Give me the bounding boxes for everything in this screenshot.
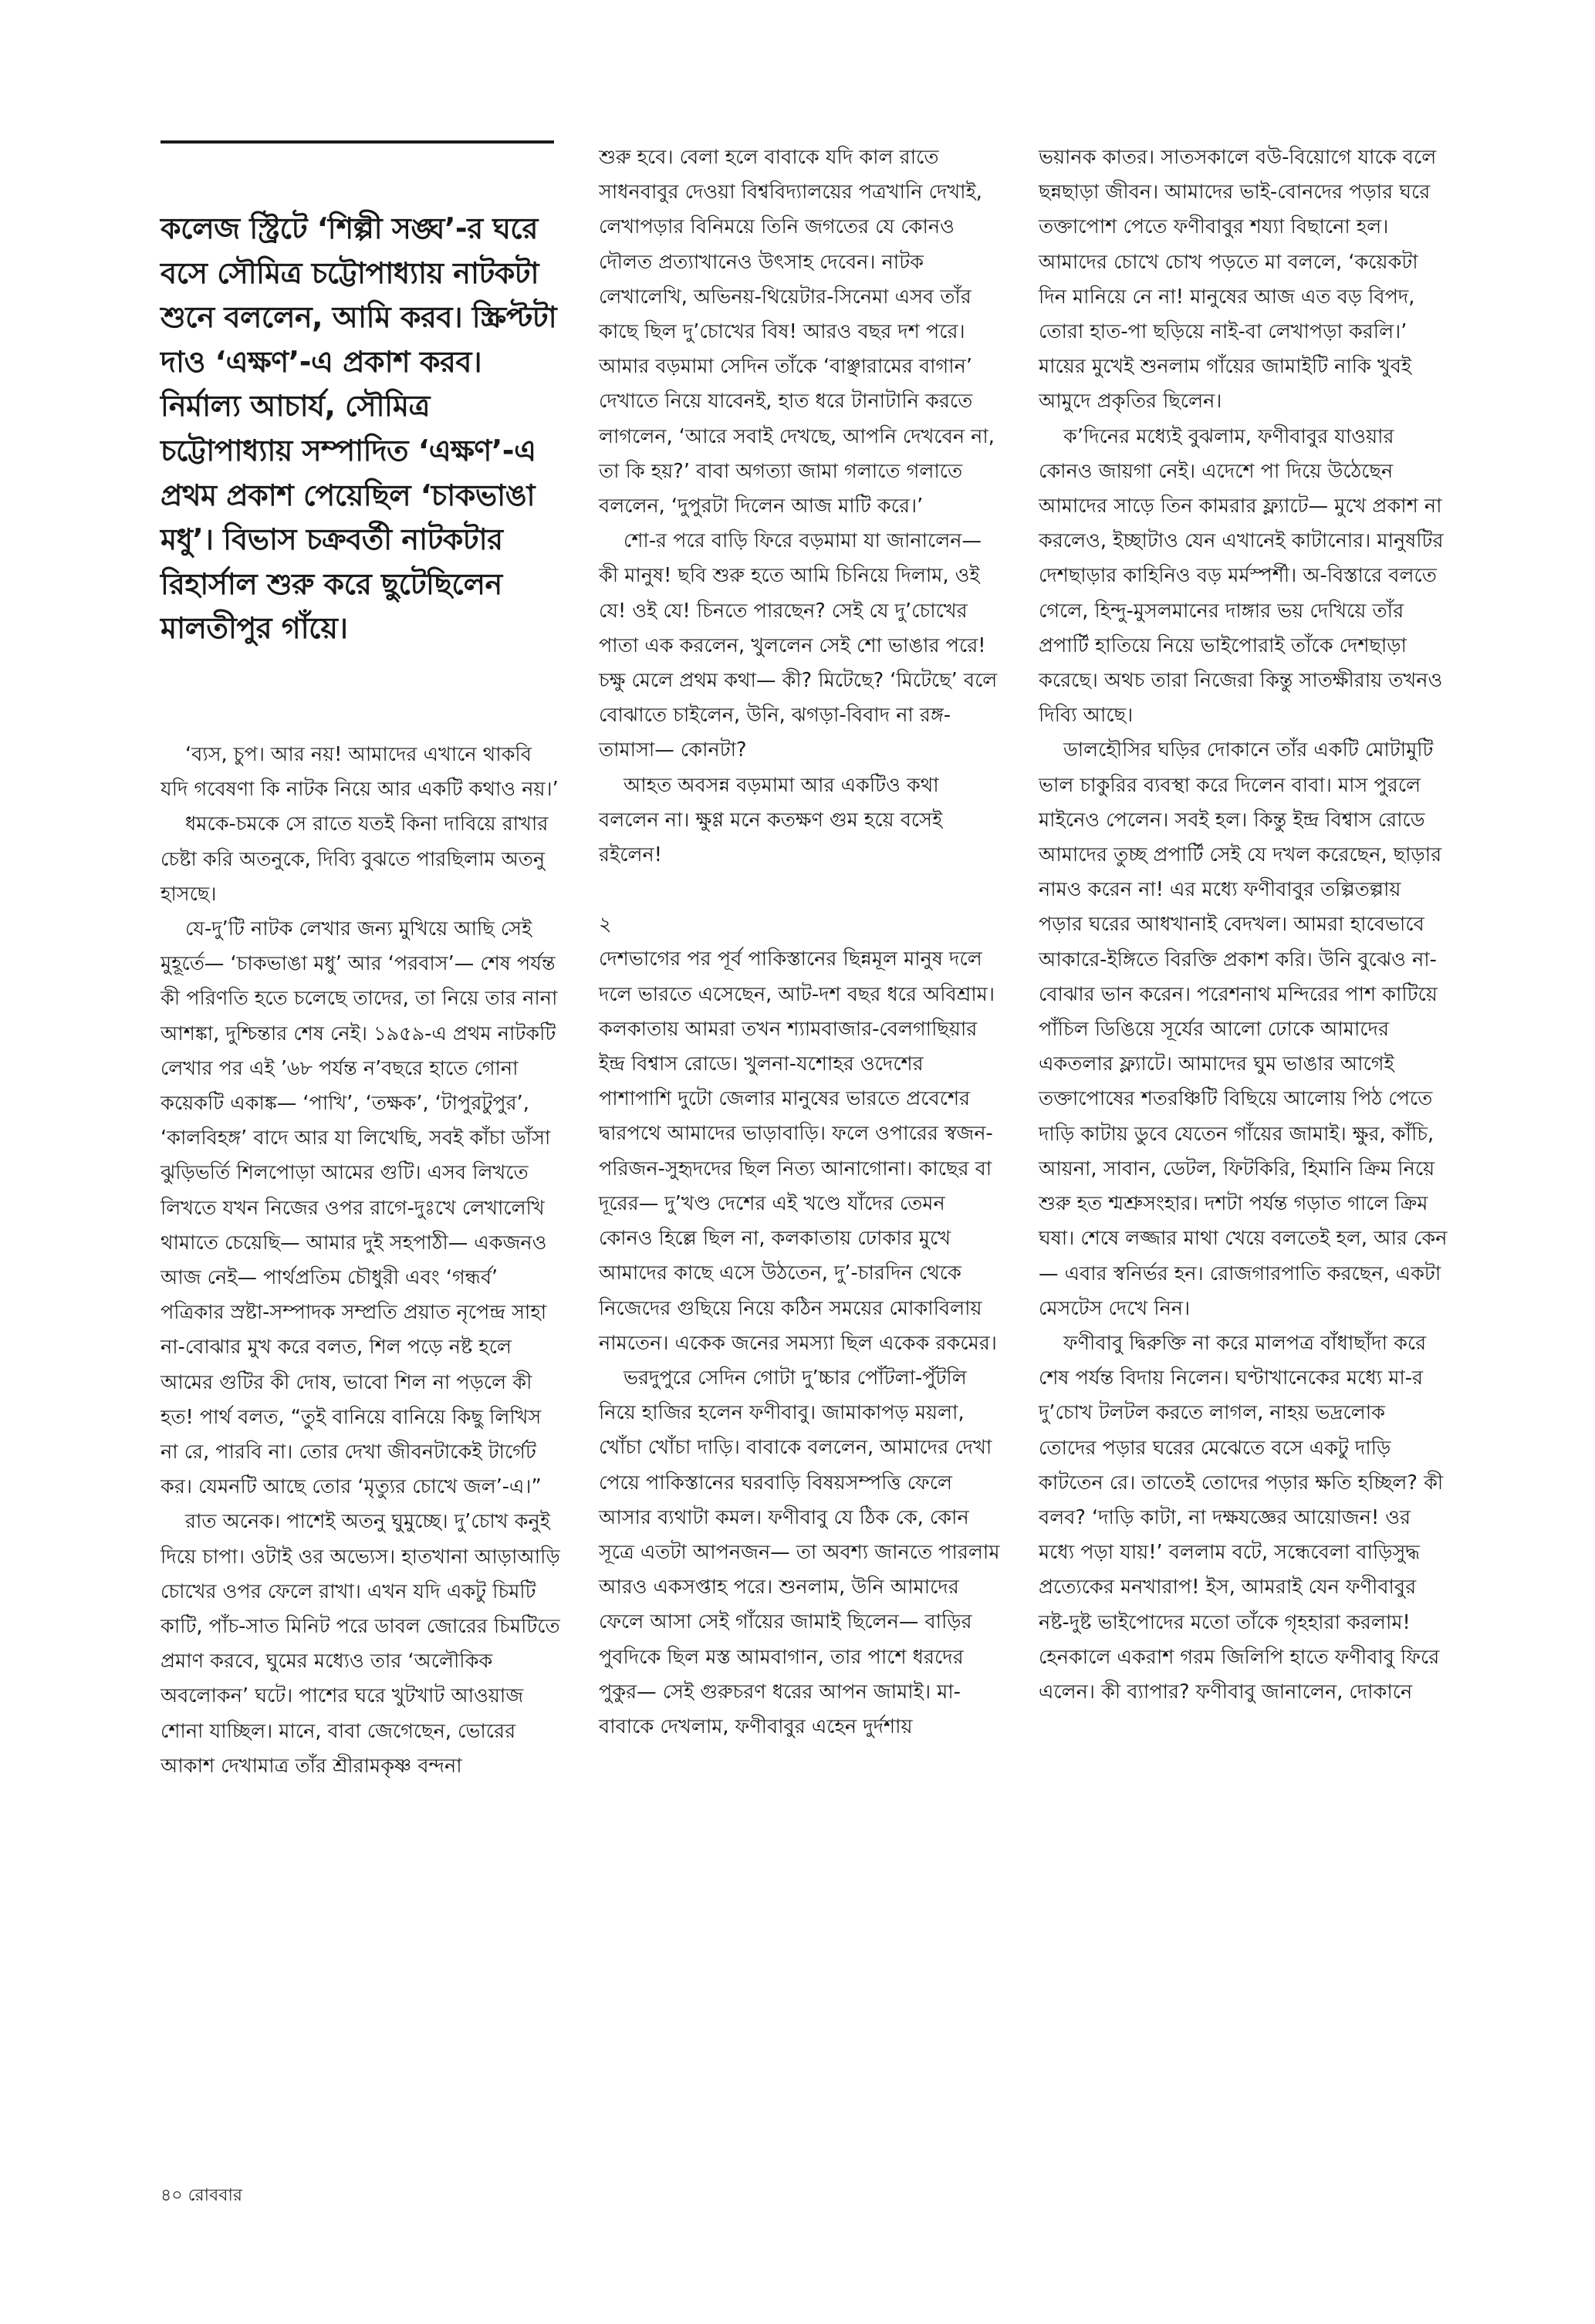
paragraph: ক’দিনের মধ্যেই বুঝলাম, ফণীবাবুর যাওয়ার কোনও জায়গা নেই। এদেশে পা দিয়ে উঠেছেন আমাদের সাড়ে তিন কামরার ফ্ল্যাটে— মুখে প্রকাশ না করলেও, ইচ্ছাটাও যেন এখানেই কাটানোর। মানুষটির দেশছাড়ার কাহিনিও বড় মর্মস্পর্শী। অ-বিস্তারে বলতে গেলে, হিন্দু-মুসলমানের দাঙ্গার ভয় দেখিয়ে তাঁর প্রপার্টি হাতিয়ে নিয়ে ভাইপোরাই তাঁকে দেশছাড়া করেছে। অথচ তারা নিজেরা কিন্তু সাতক্ষীরায় তখনও দিব্যি আছে। xyxy=(1039,424,1444,728)
column-3 xyxy=(1039,140,1448,1710)
paragraph: আহত অবসন্ন বড়মামা আর একটিও কথা বললেন না। ক্ষুণ্ণ মনে কতক্ষণ গুম হয়ে বসেই রইলেন! xyxy=(599,773,943,867)
paragraph: যে-দু’টি নাটক লেখার জন্য মুখিয়ে আছি সেই মুহূর্তে— ‘চাকভাঙা মধু’ আর ‘পরবাস’— শেষ পর্যন্ত কী পরিণতি হতে চলেছে তাদের, তা নিয়ে তার নানা আশঙ্কা, দুশ্চিন্তার শেষ নেই। ১৯৫৯-এ প্রথম নাটকটি লেখার পর এই ’৬৮ পর্যন্ত ন’বছরে হাতে গোনা কয়েকটি একাঙ্ক— ‘পাখি’, ‘তক্ষক’, ‘টাপুরটুপুর’, ‘কালবিহঙ্গ’ বাদে আর যা লিখেছি, সবই কাঁচা ডাঁসা ঝুড়িভর্তি শিলপোড়া আমের গুটি। এসব লিখতে লিখতে যখন নিজের ওপর রাগে-দুঃখে লেখালেখি থামাতে চেয়েছি— আমার দুই সহপাঠী— একজনও আজ নেই— পার্থপ্রতিম চৌধুরী এবং ‘গন্ধর্ব’ পত্রিকার স্রষ্টা-সম্পাদক সম্প্রতি প্রয়াত নৃপেন্দ্র সাহা না-বোঝার মুখ করে বলত, শিল পড়ে নষ্ট হলে আমের গুটির কী দোষ, ভাবো শিল না পড়লে কী হত! পার্থ বলত, “তুই বানিয়ে বানিয়ে কিছু লিখিস না রে, পারবি না। তোর দেখা জীবনটাকেই টার্গেট কর। যেমনটি আছে তোর ‘মৃত্যুর চোখে জল’-এ।” xyxy=(161,917,558,1499)
paragraph: ‘ব্যস, চুপ। আর নয়! আমাদের এখানে থাকবি যদি গবেষণা কি নাটক নিয়ে আর একটি কথাও নয়।’ xyxy=(161,742,559,802)
paragraph: শো-র পরে বাড়ি ফিরে বড়মামা যা জানালেন— কী মানুষ! ছবি শুরু হতে আমি চিনিয়ে দিলাম, ওই যে! ওই যে! চিনতে পারছেন? সেই যে দু’চোখের পাতা এক করলেন, খুললেন সেই শো ভাঙার পরে! চক্ষু মেলে প্রথম কথা— কী? মিটেছে? ‘মিটেছে’ বলে বোঝাতে চাইলেন, উনি, ঝগড়া-বিবাদ না রঙ্গ-তামাসা— কোনটা? xyxy=(599,529,998,762)
page-number: ৪০ xyxy=(161,2186,183,2205)
column-1 xyxy=(161,140,562,1784)
page-footer xyxy=(161,2182,242,2211)
paragraph: ধমকে-চমকে সে রাতে যতই কিনা দাবিয়ে রাখার চেষ্টা করি অতনুকে, দিব্যি বুঝতে পারছিলাম অতনু হাসছে। xyxy=(161,812,549,906)
paragraph: ভরদুপুরে সেদিন গোটা দু’চ্চার পোঁটলা-পুঁটলি নিয়ে হাজির হলেন ফণীবাবু। জামাকাপড় ময়লা, খোঁচা খোঁচা দাড়ি। বাবাকে বললেন, আমাদের দেখা পেয়ে পাকিস্তানের ঘরবাড়ি বিষয়সম্পত্তি ফেলে আসার ব্যথাটা কমল। ফণীবাবু যে ঠিক কে, কোন সূত্রে এতটা আপনজন— তা অবশ্য জানতে পারলাম আরও একসপ্তাহ পরে। শুনলাম, উনি আমাদের ফেলে আসা সেই গাঁয়ের জামাই ছিলেন— বাড়ির পুবদিকে ছিল মস্ত আমবাগান, তার পাশে ধরদের পুকুর— সেই গুরুচরণ ধরের আপন জামাই। মা-বাবাকে দেখলাম, ফণীবাবুর এহেন দুর্দশায় xyxy=(599,1366,1000,1738)
paragraph: ভয়ানক কাতর। সাতসকালে বউ-বিয়োগে যাকে বলে ছন্নছাড়া জীবন। আমাদের ভাই-বোনদের পড়ার ঘরে তক্তাপোশ পেতে ফণীবাবুর শয্যা বিছানো হল। আমাদের চোখে চোখ পড়তে মা বললে, ‘কয়েকটা দিন মানিয়ে নে না! মানুষের আজ এত বড় বিপদ, তোরা হাত-পা ছড়িয়ে নাই-বা লেখাপড়া করলি।’ মায়ের মুখেই শুনলাম গাঁয়ের জামাইটি নাকি খুবই আমুদে প্রকৃতির ছিলেন। xyxy=(1039,146,1437,414)
paragraph: শুরু হবে। বেলা হলে বাবাকে যদি কাল রাতে সাধনবাবুর দেওয়া বিশ্ববিদ্যালয়ের পত্রখানি দেখাই, লেখাপড়ার বিনিময়ে তিনি জগতের যে কোনও দৌলত প্রত্যাখানেও উৎসাহ দেবেন। নাটক লেখালেখি, অভিনয়-থিয়েটার-সিনেমা এসব তাঁর কাছে ছিল দু’চোখের বিষ! আরও বছর দশ পরে। আমার বড়মামা সেদিন তাঁকে ‘বাঞ্ছারামের বাগান’ দেখাতে নিয়ে যাবেনই, হাত ধরে টানাটানি করতে লাগলেন, ‘আরে সবাই দেখছে, আপনি দেখবেন না, তা কি হয়?’ বাবা অগত্যা জামা গলাতে গলাতে বললেন, ‘দুপুরটা দিলেন আজ মাটি করে।’ xyxy=(599,146,995,519)
spacer xyxy=(161,651,562,738)
paragraph: ফণীবাবু দ্বিরুক্তি না করে মালপত্র বাঁধাছাঁদা করে শেষ পর্যন্ত বিদায় নিলেন। ঘণ্টাখানেকের মধ্যে মা-র দু’চোখ টলটল করতে লাগল, নাহয় ভদ্রলোক তোদের পড়ার ঘরের মেঝেতে বসে একটু দাড়ি কাটতেন রে। তাতেই তোদের পড়ার ক্ষতি হচ্ছিল? কী বলব? ‘দাড়ি কাটা, না দক্ষযজ্ঞের আয়োজন! ওর মধ্যে পড়া যায়!’ বললাম বটে, সন্ধেবেলা বাড়িসুদ্ধ প্রত্যেকের মনখারাপ! ইস, আমরাই যেন ফণীবাবুর নষ্ট-দুষ্ট ভাইপোদের মতো তাঁকে গৃহহারা করলাম! হেনকালে একরাশ গরম জিলিপি হাতে ফণীবাবু ফিরে এলেন। কী ব্যাপার? ফণীবাবু জানালেন, দোকানে xyxy=(1039,1331,1444,1704)
paragraph: ডালহৌসির ঘড়ির দোকানে তাঁর একটি মোটামুটি ভাল চাকুরির ব্যবস্থা করে দিলেন বাবা। মাস পুরলে মাইনেও পেলেন। সবই হল। কিন্তু ইন্দ্র বিশ্বাস রোডে আমাদের তুচ্ছ প্রপার্টি সেই যে দখল করেছেন, ছাড়ার নামও করেন না! এর মধ্যে ফণীবাবুর তল্পিতল্পায় পড়ার ঘরের আধখানাই বেদখল। আমরা হাবেভাবে আকারে-ইঙ্গিতে বিরক্তি প্রকাশ করি। উনি বুঝেও না-বোঝার ভান করেন। পরেশনাথ মন্দিরের পাশ কাটিয়ে পাঁচিল ডিঙিয়ে সূর্যের আলো ঢোকে আমাদের একতলার ফ্ল্যাটে। আমাদের ঘুম ভাঙার আগেই তক্তাপোষের শতরঞ্চিটি বিছিয়ে আলোয় পিঠ পেতে দাড়ি কাটায় ডুবে যেতেন গাঁয়ের জামাই। ক্ষুর, কাঁচি, আয়না, সাবান, ডেটল, ফিটকিরি, হিমানি ক্রিম নিয়ে শুরু হত শ্মশ্রুসংহার। দশটা পর্যন্ত গড়াত গালে ক্রিম ঘষা। শেষে লজ্জার মাথা খেয়ে বলতেই হল, আর কেন— এবার স্বনির্ভর হন। রোজগারপাতি করছেন, একটা মেসটেস দেখে নিন। xyxy=(1039,738,1448,1320)
column-2 xyxy=(599,140,1000,1745)
pull-quote: কলেজ স্ট্রিটে ‘শিল্পী সঙ্ঘ’-র ঘরে বসে সৌমিত্র চট্টোপাধ্যায় নাটকটা শুনে বললেন, আমি করব। স্ক্রিপ্টটা দাও ‘এক্ষণ’-এ প্রকাশ করব। নির্মাল্য আচার্য, সৌমিত্র চট্টোপাধ্যায় সম্পাদিত ‘এক্ষণ’-এ প্রথম প্রকাশ পেয়েছিল ‘চাকভাঙা মধু’। বিভাস চক্রবর্তী নাটকটার রিহার্সাল শুরু করে ছুটেছিলেন মালতীপুর গাঁয়ে। xyxy=(161,211,557,646)
section-number: ২ xyxy=(599,913,612,937)
paragraph: দেশভাগের পর পূর্ব পাকিস্তানের ছিন্নমূল মানুষ দলে দলে ভারতে এসেছেন, আট-দশ বছর ধরে অবিশ্রাম। কলকাতায় আমরা তখন শ্যামবাজার-বেলগাছিয়ার ইন্দ্র বিশ্বাস রোডে। খুলনা-যশোহর ওদেশের পাশাপাশি দুটো জেলার মানুষের ভারতে প্রবেশের দ্বারপথে আমাদের ভাড়াবাড়ি। ফলে ওপারের স্বজন-পরিজন-সুহৃদদের ছিল নিত্য আনাগোনা। কাছের বা দূরের— দু’খণ্ড দেশের এই খণ্ডে যাঁদের তেমন কোনও হিল্লে ছিল না, কলকাতায় ঢোকার মুখে আমাদের কাছে এসে উঠতেন, দু’-চারদিন থেকে নিজেদের গুছিয়ে নিয়ে কঠিন সময়ের মোকাবিলায় নামতেন। একেক জনের সমস্যা ছিল একেক রকমের। xyxy=(599,948,997,1355)
publication-name: রোববার xyxy=(188,2186,242,2205)
top-rule-divider xyxy=(161,140,554,144)
paragraph: রাত অনেক। পাশেই অতনু ঘুমুচ্ছে। দু’চোখ কনুই দিয়ে চাপা। ওটাই ওর অভ্যেস। হাতখানা আড়াআড়ি চোখের ওপর ফেলে রাখা। এখন যদি একটু চিমটি কাটি, পাঁচ-সাত মিনিট পরে ডাবল জোরের চিমটিতে প্রমাণ করবে, ঘুমের মধ্যেও তার ‘অলৌকিক অবলোকন’ ঘটে। পাশের ঘরে খুটখাট আওয়াজ শোনা যাচ্ছিল। মানে, বাবা জেগেছেন, ভোরের আকাশ দেখামাত্র তাঁর শ্রীরামকৃষ্ণ বন্দনা xyxy=(161,1510,560,1778)
